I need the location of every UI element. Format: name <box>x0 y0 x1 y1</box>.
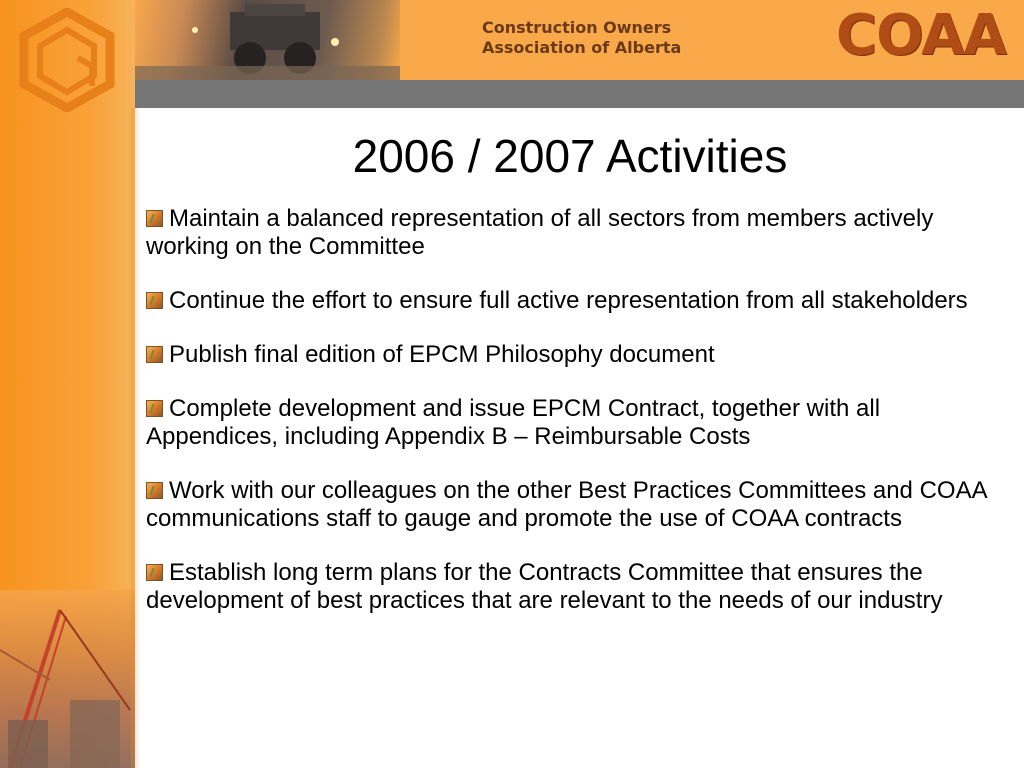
hexagon-logo-icon <box>18 8 116 112</box>
bullet-icon <box>146 564 163 581</box>
bullet-text: Work with our colleagues on the other Best Practices Committees and COAA communications staff to gauge and promote the use of COAA contracts <box>146 477 987 532</box>
bullet-list <box>146 205 996 641</box>
haul-truck-photo <box>135 0 400 80</box>
bullet-icon <box>146 210 163 227</box>
bullet-item <box>146 477 996 533</box>
bullet-item <box>146 559 996 615</box>
bullet-text: Establish long term plans for the Contracts Committee that ensures the development of best practices that are relevant to the needs of our industry <box>146 559 943 614</box>
organization-name <box>482 18 702 58</box>
org-name-line-1: Construction Owners <box>482 18 672 37</box>
bullet-item <box>146 287 996 315</box>
bullet-icon <box>146 400 163 417</box>
sidebar-edge-shadow <box>131 108 141 768</box>
coaa-logo-text: COAA <box>836 3 1006 68</box>
crane-photo <box>0 590 135 768</box>
bullet-item <box>146 341 996 369</box>
bullet-icon <box>146 346 163 363</box>
bullet-text: Continue the effort to ensure full active representation from all stakeholders <box>169 287 968 314</box>
bullet-text: Publish final edition of EPCM Philosophy document <box>169 341 715 368</box>
grey-divider-band <box>135 80 1024 108</box>
bullet-icon <box>146 292 163 309</box>
bullet-text: Maintain a balanced representation of all sectors from members actively working on the Committee <box>146 205 934 260</box>
bullet-item <box>146 395 996 451</box>
bullet-item <box>146 205 996 261</box>
bullet-icon <box>146 482 163 499</box>
bullet-text: Complete development and issue EPCM Contract, together with all Appendices, including Appendix B – Reimbursable Costs <box>146 395 881 450</box>
org-name-line-2: Association of Alberta <box>482 38 682 57</box>
left-orange-sidebar <box>0 0 135 768</box>
slide-title: 2006 / 2007 Activities <box>352 130 788 182</box>
